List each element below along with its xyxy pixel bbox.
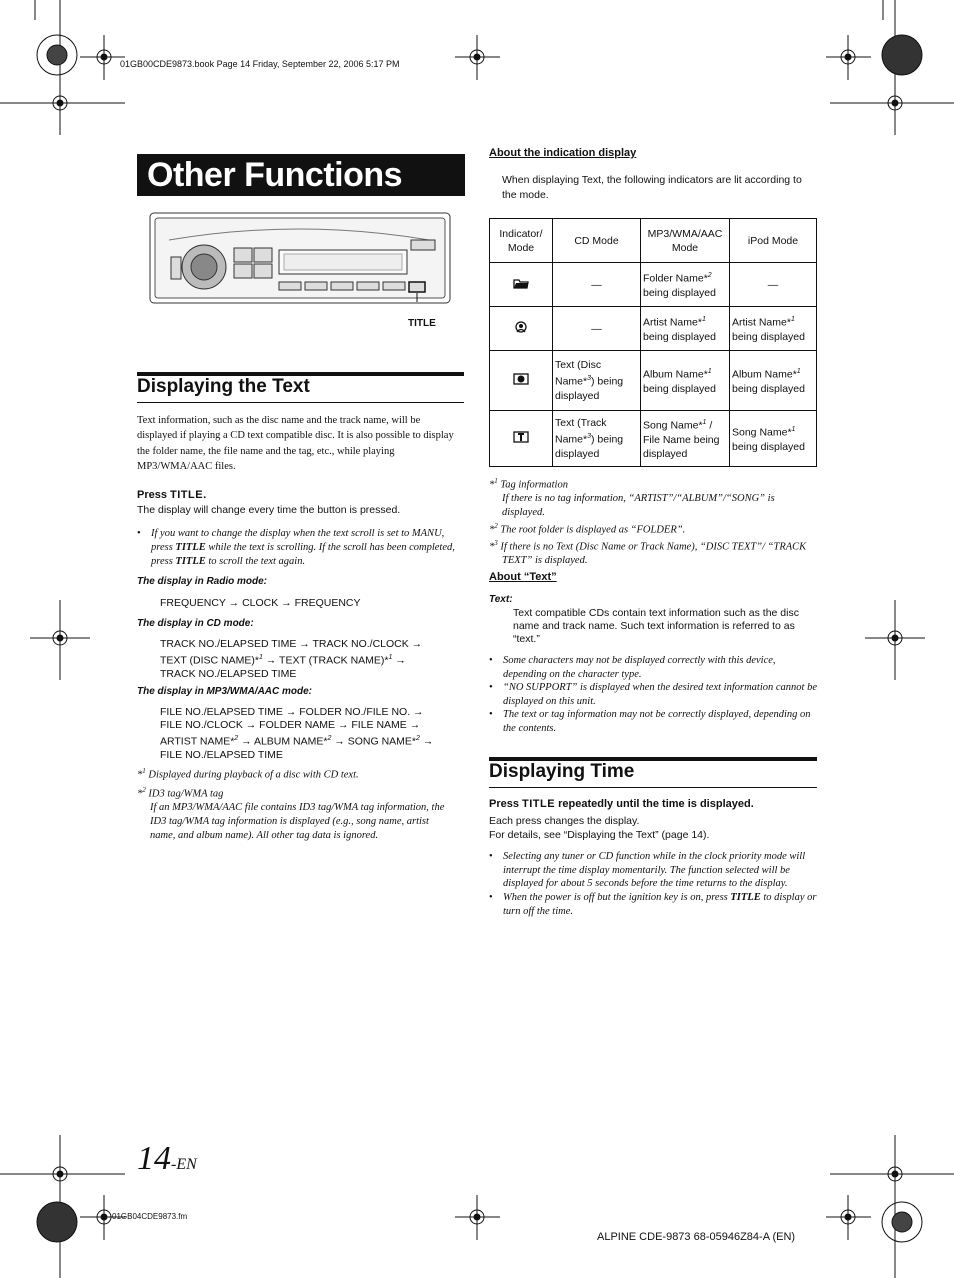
footnote-3: *$^3$ If there is no Text (Disc Name or Track Name), “DISC TEXT”/ “TRACK TEXT” is displayed. [489, 539, 807, 567]
time-desc-line: Each press changes the display. [489, 815, 640, 827]
cell-text: being displayed [643, 286, 716, 299]
indication-intro: When displaying Text, the following indicators are lit according to the mode. [502, 174, 802, 201]
radio-mode-heading: The display in Radio mode: [137, 576, 268, 587]
cd-mode-heading: The display in CD mode: [137, 618, 254, 629]
footnote-mark: * [137, 788, 143, 799]
cell-text: Folder Name* [643, 272, 708, 285]
table-cell [553, 351, 641, 411]
folder-icon [513, 277, 529, 289]
cell-text: Text (Track Name* [555, 417, 607, 446]
section-heading-text: Displaying the Text [137, 376, 310, 397]
press-title-repeat-instruction [489, 798, 754, 810]
note-text-a: If you want to change the display when the text scroll is set to MANU, press [151, 528, 445, 553]
table-footnotes [489, 475, 817, 568]
column-header: Indicator/ Mode [490, 219, 553, 263]
footnote-ref: 1 [258, 654, 263, 661]
text-footnotes [137, 764, 465, 843]
cd-sequence-line: TRACK NO./ELAPSED TIME → TRACK NO./CLOCK → [160, 638, 423, 650]
table-cell [641, 263, 730, 307]
column-header: iPod Mode [730, 219, 817, 263]
footer-model: ALPINE CDE-9873 68-05946Z84-A (EN) [597, 1231, 796, 1243]
title-key: TITLE [175, 542, 206, 553]
footnote-text: Tag information [497, 479, 568, 491]
mp3-mode-heading: The display in MP3/WMA/AAC mode: [137, 686, 313, 697]
footnote-ref: 1 [701, 316, 706, 324]
footnote-ref: 1 [707, 368, 712, 376]
table-cell [730, 411, 817, 467]
footnote-1: *$^1$ Tag information [489, 477, 568, 491]
footnote-ref: 2 [327, 735, 332, 742]
press-suffix: . [203, 489, 207, 501]
indicator-cell [490, 307, 553, 351]
list-item: • Some characters may not be displayed correctly with this device, depending on the character type. [489, 654, 817, 681]
section-underline [137, 402, 464, 403]
footnote-mark: * [137, 769, 143, 781]
cell-text: being displayed [732, 440, 805, 453]
text-term: Text: [489, 594, 513, 605]
footnote-ref: 1 [790, 316, 795, 324]
cell-text: Song Name* [643, 419, 703, 432]
indication-heading: About the indication display [489, 147, 637, 159]
column-header: CD Mode [553, 219, 641, 263]
title-key: TITLE [170, 489, 204, 501]
list-item [137, 527, 465, 569]
note-text-b: while the text is scrolling. If the scroll has been completed, press [151, 542, 455, 567]
cell-text: being displayed [643, 330, 716, 343]
title-key: TITLE [522, 798, 556, 810]
footnote-ref: 1 [702, 419, 707, 427]
time-notes [489, 850, 817, 919]
file-info-line: 01GB00CDE9873.book Page 14 Friday, September 22, 2006 5:17 PM [120, 59, 400, 69]
press-prefix: Press [489, 798, 523, 810]
cell-text: Song Name* [732, 426, 792, 439]
footnote-number: 3 [494, 539, 498, 548]
table-cell [730, 307, 817, 351]
table-row [490, 307, 817, 351]
table-header-row [490, 219, 817, 263]
list-item: • Selecting any tuner or CD function while in the clock priority mode will interrupt the time display momentarily. The function selected will be displayed for about 5 seconds before the time returns to the display. [489, 850, 817, 891]
cell-text: Album Name* [732, 368, 797, 381]
footnote-1 [137, 764, 465, 783]
footnote-ref: 2 [416, 735, 420, 742]
column-header: MP3/WMA/AAC Mode [641, 219, 730, 263]
mp3-sequence-line: FILE NO./ELAPSED TIME → FOLDER NO./FILE NO. → [160, 706, 424, 718]
list-item [489, 891, 817, 918]
seq-part: → ALBUM NAME* [238, 735, 328, 748]
radio-sequence: FREQUENCY → CLOCK → FREQUENCY [160, 597, 361, 609]
track-icon [513, 431, 529, 443]
footnote-text: If there is no Text (Disc Name or Track Name), “DISC TEXT”/ “TRACK TEXT” is displayed. [497, 541, 807, 567]
album-icon [513, 373, 529, 385]
table-cell [641, 307, 730, 351]
about-text-notes [489, 654, 817, 735]
footnote-ref: 1 [791, 426, 796, 434]
mp3-sequence-line [160, 732, 433, 749]
mp3-sequence [160, 706, 433, 762]
note-text-b: to display or turn off the time. [503, 892, 817, 917]
mp3-sequence-line: FILE NO./CLOCK → FOLDER NAME → FILE NAME → [160, 719, 421, 731]
footnote-ref: 1 [388, 654, 393, 661]
time-desc [489, 814, 709, 842]
page-number-suffix: -EN [171, 1156, 197, 1173]
title-key: TITLE [730, 892, 761, 904]
cell-text: ) being displayed [555, 433, 624, 460]
footer-file: 01GB04CDE9873.fm [112, 1212, 188, 1221]
indicator-cell [490, 411, 553, 467]
seq-part: ARTIST NAME* [160, 735, 235, 748]
page-number [137, 1140, 197, 1178]
footnote-ref: 2 [707, 272, 712, 280]
time-desc-line: For details, see “Displaying the Text” (page 14). [489, 829, 710, 841]
footnote-number: 1 [494, 477, 498, 485]
artist-icon [514, 320, 528, 334]
note-text-a: When the power is off but the ignition key is on, press [503, 892, 731, 904]
title-button-callout: TITLE [408, 318, 436, 329]
seq-part: → SONG NAME* [331, 735, 416, 748]
press-suffix: repeatedly until the time is displayed. [555, 798, 754, 810]
footnote-ref: 3 [587, 375, 592, 383]
title-key: TITLE [175, 556, 206, 567]
cell-text: Artist Name* [732, 316, 791, 329]
footnote-number: 2 [142, 785, 146, 794]
indicator-cell [490, 351, 553, 411]
cd-sequence-line: TRACK NO./ELAPSED TIME [160, 667, 297, 680]
car-stereo-illustration [149, 212, 451, 304]
list-item: • “NO SUPPORT” is displayed when the desired text information cannot be displayed on this unit. [489, 681, 817, 708]
table-cell [641, 411, 730, 467]
seq-part: → [419, 735, 434, 748]
footnote-2: *$^2$ The root folder is displayed as “FOLDER”. [489, 521, 686, 536]
page-title: Other Functions [137, 154, 465, 196]
scroll-note [137, 527, 465, 569]
cd-sequence [160, 638, 422, 681]
seq-part: → TEXT (TRACK NAME)* [262, 654, 389, 667]
footnote-2 [137, 783, 465, 802]
footnote-2-detail: If an MP3/WMA/AAC file contains ID3 tag/WMA tag information, the ID3 tag/WMA tag information is displayed (e.g., song name, artist name, and album name). All other tag data is ignored. [150, 802, 445, 841]
footnote-ref: 3 [587, 433, 592, 441]
footnote-text: The root folder is displayed as “FOLDER”. [497, 524, 686, 536]
footnote-text: Displayed during playback of a disc with CD text. [145, 769, 359, 781]
table-row [490, 263, 817, 307]
text-term-desc: Text compatible CDs contain text information such as the disc name and track name. Such text information is referred to as “text.” [513, 607, 799, 645]
indicator-cell [490, 263, 553, 307]
table-cell [641, 351, 730, 411]
table-cell: — [730, 263, 817, 307]
press-title-desc: The display will change every time the button is pressed. [137, 504, 401, 516]
cell-text: being displayed [732, 330, 805, 343]
indicator-table [489, 218, 817, 467]
footnote-number: 2 [494, 521, 498, 530]
footnote-number: 1 [142, 767, 146, 775]
footnote-ref: 2 [234, 735, 239, 742]
footnote-text: ID3 tag/WMA tag [145, 788, 224, 799]
table-row [490, 351, 817, 411]
seq-part: → [392, 654, 406, 667]
cell-text: Artist Name* [643, 316, 702, 329]
press-prefix: Press [137, 489, 171, 501]
section-heading-time: Displaying Time [489, 761, 635, 782]
page-number-value: 14 [137, 1140, 171, 1177]
cell-text: Album Name* [643, 368, 708, 381]
cell-text: / File Name being displayed [643, 419, 720, 460]
table-cell: — [553, 307, 641, 351]
cell-text: being displayed [732, 382, 805, 395]
cell-text: being displayed [643, 382, 716, 395]
cd-sequence-line [160, 651, 422, 668]
cell-text: Text (Disc Name* [555, 359, 602, 388]
table-cell [553, 411, 641, 467]
footnote-ref: 1 [796, 368, 801, 376]
about-text-heading: About “Text” [489, 571, 557, 583]
table-row [490, 411, 817, 467]
table-cell [730, 351, 817, 411]
mp3-sequence-line: FILE NO./ELAPSED TIME [160, 748, 283, 761]
press-title-instruction [137, 489, 206, 501]
note-text-c: to scroll the text again. [205, 556, 306, 567]
text-intro: Text information, such as the disc name and the track name, will be displayed if playing a CD text compatible disc. It is also possible to display the folder name, the file name and the tag, etc., while playing MP3/WMA/AAC files. [137, 415, 454, 472]
table-cell: — [553, 263, 641, 307]
device-illustration [149, 212, 451, 304]
list-item: • The text or tag information may not be correctly displayed, depending on the contents. [489, 708, 817, 735]
cell-text: ) being displayed [555, 375, 624, 402]
footnote-1-detail: If there is no tag information, “ARTIST”/“ALBUM”/“SONG” is displayed. [502, 493, 775, 519]
section-underline [489, 787, 817, 788]
seq-part: TEXT (DISC NAME)* [160, 654, 259, 667]
